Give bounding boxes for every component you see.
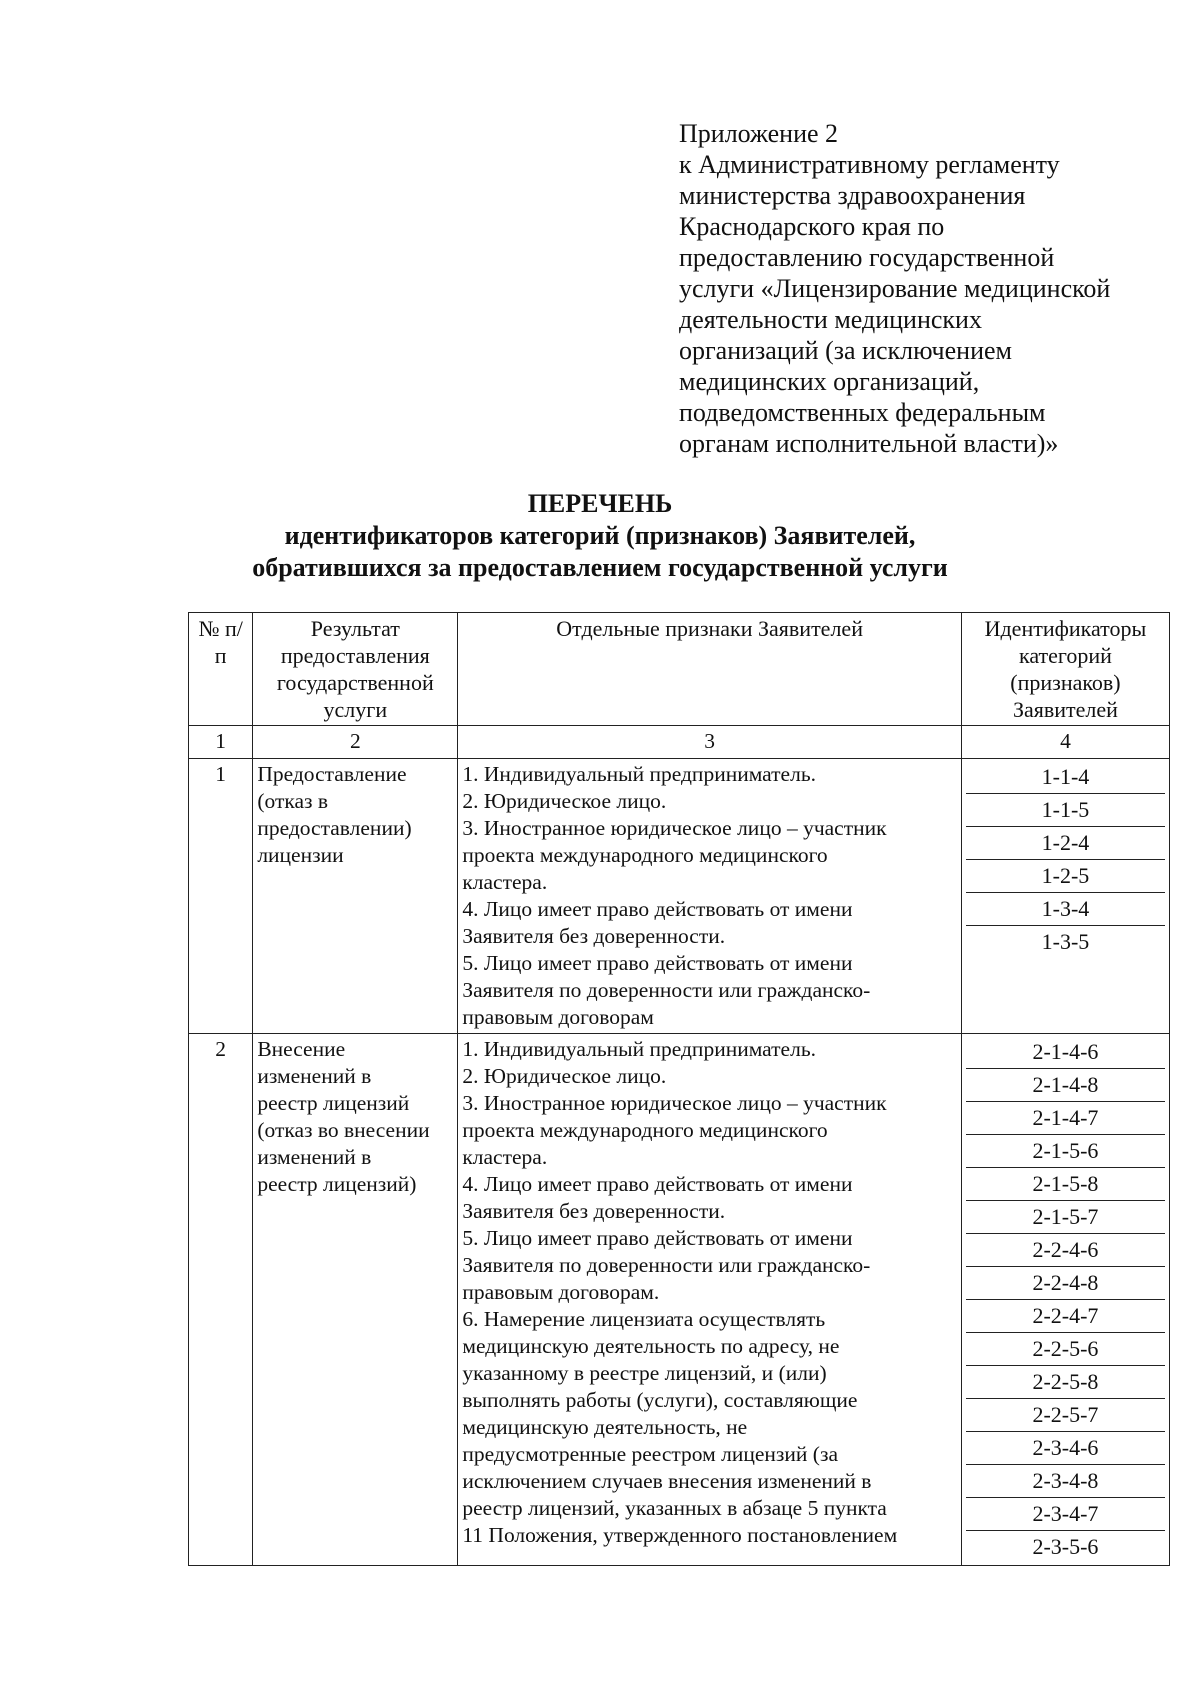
appendix-line: услуги «Лицензирование медицинской [679,274,1111,303]
identifier-code: 2-1-4-8 [966,1069,1165,1102]
service-result [253,1034,458,1566]
category-identifiers [961,759,1169,1034]
header-result: Результат предоставления государственной услуги [253,613,458,726]
criteria-line: медицинскую деятельность, не [462,1415,748,1439]
criteria-line: правовым договорам. [462,1280,660,1304]
criteria-line: Заявителя без доверенности. [462,1199,726,1223]
appendix-line: Приложение 2 [679,119,839,148]
identifier-code: 2-3-5-6 [1032,1534,1099,1559]
identifier-code: 2-2-5-6 [966,1333,1165,1366]
column-number: 3 [458,726,962,759]
appendix-line: министерства здравоохранения [679,181,1026,210]
identifier-code: 1-2-5 [966,860,1165,893]
appendix-line: медицинских организаций, [679,367,980,396]
row-number: 1 [189,759,253,1034]
criteria-line: Заявителя без доверенности. [462,924,726,948]
row-number: 2 [189,1034,253,1566]
service-result-line: (отказ во внесении [257,1118,430,1142]
appendix-line: органам исполнительной власти)» [679,429,1059,458]
identifier-code: 2-1-5-8 [966,1168,1165,1201]
identifier-code: 2-2-5-8 [966,1366,1165,1399]
identifier-code: 1-2-4 [966,827,1165,860]
identifier-code: 1-3-5 [1041,929,1090,954]
criteria-line: 11 Положения, утвержденного постановлением [462,1523,898,1547]
identifier-code: 2-2-4-7 [966,1300,1165,1333]
identifier-code: 2-3-4-8 [966,1465,1165,1498]
header-number: № п/п [189,613,253,726]
applicant-criteria [458,759,962,1034]
criteria-line: 5. Лицо имеет право действовать от имени [462,1226,853,1250]
criteria-line: исключением случаев внесения изменений в [462,1469,872,1493]
service-result-line: Предоставление [257,762,407,786]
service-result-line: реестр лицензий [257,1091,410,1115]
criteria-line: 5. Лицо имеет право действовать от имени [462,951,853,975]
criteria-line: проекта международного медицинского [462,1118,828,1142]
service-result-line: (отказ в [257,789,329,813]
criteria-line: 1. Индивидуальный предприниматель. [462,762,817,786]
appendix-line: предоставлению государственной [679,243,1055,272]
applicant-criteria [458,1034,962,1566]
identifier-code: 2-1-5-7 [966,1201,1165,1234]
service-result-line: предоставлении) [257,816,412,840]
table-row [189,1034,1170,1566]
identifier-code: 1-1-5 [966,794,1165,827]
identifier-code: 2-2-5-7 [966,1399,1165,1432]
criteria-line: 6. Намерение лицензиата осуществлять [462,1307,826,1331]
identifiers-table [188,612,1170,1566]
title-line-1: ПЕРЕЧЕНЬ [527,489,673,518]
column-number: 4 [961,726,1169,759]
criteria-line: 3. Иностранное юридическое лицо – участник [462,816,887,840]
identifier-code: 2-3-4-6 [966,1432,1165,1465]
table-body [189,759,1170,1566]
header-criteria: Отдельные признаки Заявителей [458,613,962,726]
criteria-line: 4. Лицо имеет право действовать от имени [462,1172,853,1196]
service-result-line: лицензии [257,843,344,867]
title-line-2: идентификаторов категорий (признаков) Заявителей, [284,521,916,550]
service-result-line: Внесение [257,1037,346,1061]
identifier-code: 2-2-4-6 [966,1234,1165,1267]
table-row [189,759,1170,1034]
title-line-3: обратившихся за предоставлением государственной услуги [252,553,948,582]
identifier-code: 2-1-4-6 [966,1036,1165,1069]
criteria-line: 1. Индивидуальный предприниматель. [462,1037,817,1061]
criteria-line: реестр лицензий, указанных в абзаце 5 пункта [462,1496,887,1520]
column-number: 1 [189,726,253,759]
column-number-row [189,726,1170,759]
criteria-line: медицинскую деятельность по адресу, не [462,1334,840,1358]
criteria-line: кластера. [462,870,548,894]
service-result-line: реестр лицензий) [257,1172,417,1196]
service-result [253,759,458,1034]
document-title [0,488,1200,584]
identifier-code: 2-3-4-7 [966,1498,1165,1531]
identifier-code: 2-1-5-6 [966,1135,1165,1168]
criteria-line: Заявителя по доверенности или гражданско- [462,978,871,1002]
criteria-line: выполнять работы (услуги), составляющие [462,1388,858,1412]
table-header-row [189,613,1170,726]
criteria-line: 4. Лицо имеет право действовать от имени [462,897,853,921]
category-identifiers [961,1034,1169,1566]
criteria-line: кластера. [462,1145,548,1169]
column-number: 2 [253,726,458,759]
service-result-line: изменений в [257,1145,372,1169]
service-result-line: изменений в [257,1064,372,1088]
criteria-line: 2. Юридическое лицо. [462,789,667,813]
appendix-line: подведомственных федеральным [679,398,1046,427]
identifier-code: 2-2-4-8 [966,1267,1165,1300]
criteria-line: правовым договорам [462,1005,654,1029]
appendix-line: Краснодарского края по [679,212,945,241]
criteria-line: указанному в реестре лицензий, и (или) [462,1361,827,1385]
identifier-code: 2-1-4-7 [966,1102,1165,1135]
appendix-line: деятельности медицинских [679,305,982,334]
criteria-line: проекта международного медицинского [462,843,828,867]
identifier-code: 1-3-4 [966,893,1165,926]
appendix-line: организаций (за исключением [679,336,1012,365]
header-identifiers: Идентификаторы категорий (признаков) Заявителей [961,613,1169,726]
criteria-line: предусмотренные реестром лицензий (за [462,1442,838,1466]
criteria-line: 3. Иностранное юридическое лицо – участник [462,1091,887,1115]
appendix-heading [679,118,1179,459]
identifier-code: 1-1-4 [966,761,1165,794]
criteria-line: 2. Юридическое лицо. [462,1064,667,1088]
criteria-line: Заявителя по доверенности или гражданско- [462,1253,871,1277]
appendix-line: к Административному регламенту [679,150,1060,179]
